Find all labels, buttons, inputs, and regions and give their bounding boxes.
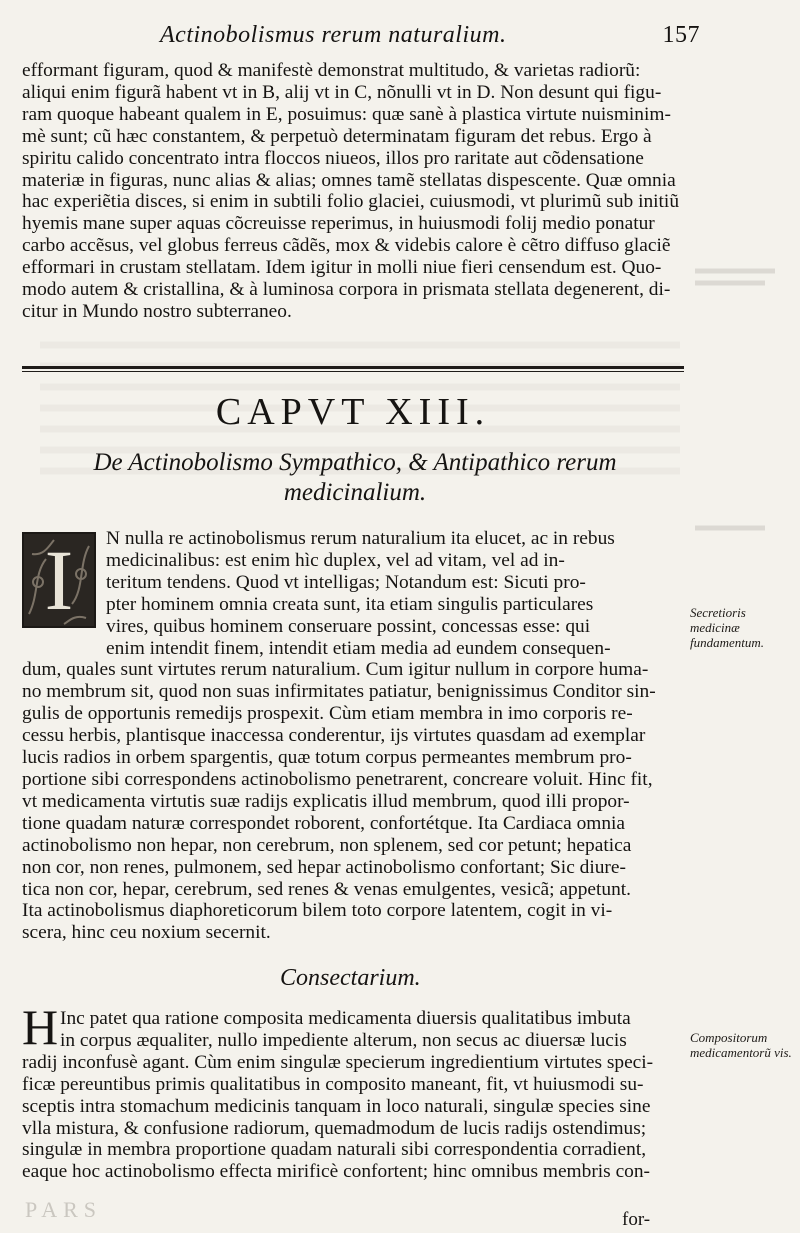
- text-line: modo autem & cristallina, & à luminosa corpora in prismata stellata degenerent, di-: [22, 279, 671, 301]
- text-line: radij inconfusè agant. Cùm enim singulæ specierum ingredientium virtutes speci-: [22, 1051, 654, 1073]
- section-heading: Consectarium.: [280, 965, 421, 991]
- section-rule-thin: [22, 371, 684, 372]
- text-line: portione sibi correspondens actinobolismo penetrarent, concreare voluit. Hinc fit,: [22, 768, 653, 790]
- text-line: eaque hoc actinobolismo effecta mirificè confortent; hinc omnibus membris con-: [22, 1161, 651, 1183]
- text-line: aliqui enim figurã habent vt in B, alij vt in C, nõnulli vt in D. Non desunt qui figu-: [22, 81, 662, 103]
- text-line: tione quadam naturæ correspondet roborent, confortétque. Ita Cardiaca omnia: [22, 812, 626, 834]
- text-line: tica non cor, hepar, cerebrum, sed renes & venas emulgentes, vesicã; appetunt.: [22, 878, 632, 900]
- text-line: vires, quibus hominem conseruare possint, concessas esse: qui: [106, 615, 591, 637]
- text-line: materiæ in figuras, nunc alias & alias; omnes tamẽ stellatas dispescente. Quæ omnia: [22, 169, 676, 191]
- chapter-body: [22, 528, 687, 944]
- text-line: ram quoque habeant qualem in E, posuimus: quæ sanè à plastica virtute nuisminim-: [22, 103, 671, 125]
- text-line: enim intendit finem, intendit etiam media ad eundem consequen-: [106, 637, 611, 659]
- text-line: cessu herbis, plantisque inaccessa conderentur, ijs virtutes quasdam ad exemplar: [22, 725, 646, 747]
- text-line: vlla mistura, & confusione radiorum, quemadmodum de lucis radijs ostendimus;: [22, 1117, 647, 1139]
- text-line: sceptis intra stomachum medicinis tanquam in loco naturali, singulæ species sine: [22, 1095, 651, 1117]
- section-rule: [22, 366, 684, 369]
- text-line: non cor, non renes, pulmonem, sed hepar actinobolismo confortant; Sic diure-: [22, 856, 626, 878]
- text-line: Ita actinobolismus diaphoreticorum bilem toto corpore latentem, cogit in vi-: [22, 900, 613, 922]
- text-line: mè sunt; cũ hæc constantem, & perpetuò determinatam figuram det rebus. Ergo à: [22, 125, 652, 147]
- text-line: hyemis mane super aquas cõcreuisse reperimus, in huiusmodi folij medio ponatur: [22, 213, 655, 235]
- chapter-title: De Actinobolismo Sympathico, & Antipathico rerum medicinalium.: [93, 449, 617, 506]
- text-line: vt medicamenta virtutis suæ radijs explicatis illud membrum, quod illi propor-: [22, 790, 630, 812]
- text-line: dum, quales sunt virtutes rerum naturalium. Cum igitur nullum in corpore huma-: [22, 659, 649, 681]
- text-line: lucis radios in orbem spargentis, quæ totum corpus permeantes membrum pro-: [22, 747, 632, 769]
- text-line: scera, hinc ceu noxium secernit.: [22, 922, 271, 944]
- faint-margin-mark: [695, 520, 795, 544]
- faint-margin-mark: [695, 265, 795, 299]
- corollary-body: [22, 1008, 687, 1183]
- text-line: Inc patet qua ratione composita medicamenta diuersis qualitatibus imbuta: [60, 1008, 631, 1029]
- running-head: [160, 22, 700, 49]
- text-line: N nulla re actinobolismus rerum naturalium ita elucet, ac in rebus: [106, 528, 615, 549]
- initial-letter: H: [22, 999, 59, 1055]
- margin-note: Secretioris medicinæ fundamentum.: [690, 605, 765, 650]
- text-line: citur in Mundo nostro subterraneo.: [22, 300, 292, 322]
- text-line: carbo accẽsus, vel globus ferreus cãdẽs, mox & videbis calore è cẽtro diffuso glaciẽ: [22, 235, 671, 257]
- text-line: spiritu calido concentrato intra floccos niueos, illos pro raritate aut cõdensatione: [22, 147, 644, 169]
- text-line: ficæ pereuntibus primis qualitatibus in composito maneant, fit, vt huiusmodi su-: [22, 1073, 644, 1095]
- initial-letter: I: [44, 532, 74, 628]
- text-line: gulis de opportunis remedijs prospexit. Cùm etiam membra in imo corporis re-: [22, 703, 633, 725]
- text-line: efformari in crustam stellatam. Idem igitur in molli niue fieri censendum est. Quo-: [22, 257, 662, 279]
- top-paragraph: [22, 60, 687, 323]
- text-line: pter hominem omnia creata sunt, ita etiam singulis particulares: [106, 593, 594, 615]
- margin-note: Compositorum medicamentorũ vis.: [690, 1030, 792, 1060]
- text-line: hac experiẽtia disces, si enim in subtili folio glaciei, cuiusmodi, vt plurimũ sub initiũ: [22, 191, 680, 213]
- text-line: teritum tendens. Quod vt intelligas; Notandum est: Sicuti pro-: [106, 571, 586, 593]
- text-line: no membrum sit, quod non suas infirmitates patiatur, benignissimus Conditor sin-: [22, 681, 656, 703]
- text-line: in corpus æqualiter, nullo impediente alterum, non secus ac diuersæ lucis: [60, 1029, 627, 1051]
- catchword: for-: [622, 1209, 651, 1230]
- text-line: actinobolismo non hepar, non cerebrum, non splenem, sed cor petunt; hepatica: [22, 834, 632, 856]
- library-stamp: PARS: [25, 1197, 103, 1222]
- text-line: medicinalibus: est enim hìc duplex, vel ad vitam, vel ad in-: [106, 549, 565, 571]
- text-line: singulæ in membra proportione quadam naturali sibi correspondentia corradient,: [22, 1139, 647, 1161]
- running-head-title: Actinobolismus rerum naturalium.: [160, 22, 507, 48]
- chapter-number: CAPVT XIII.: [215, 391, 491, 433]
- text-line: efformant figuram, quod & manifestè demonstrat multitudo, & varietas radiorũ:: [22, 60, 641, 81]
- page-number: 157: [662, 22, 700, 48]
